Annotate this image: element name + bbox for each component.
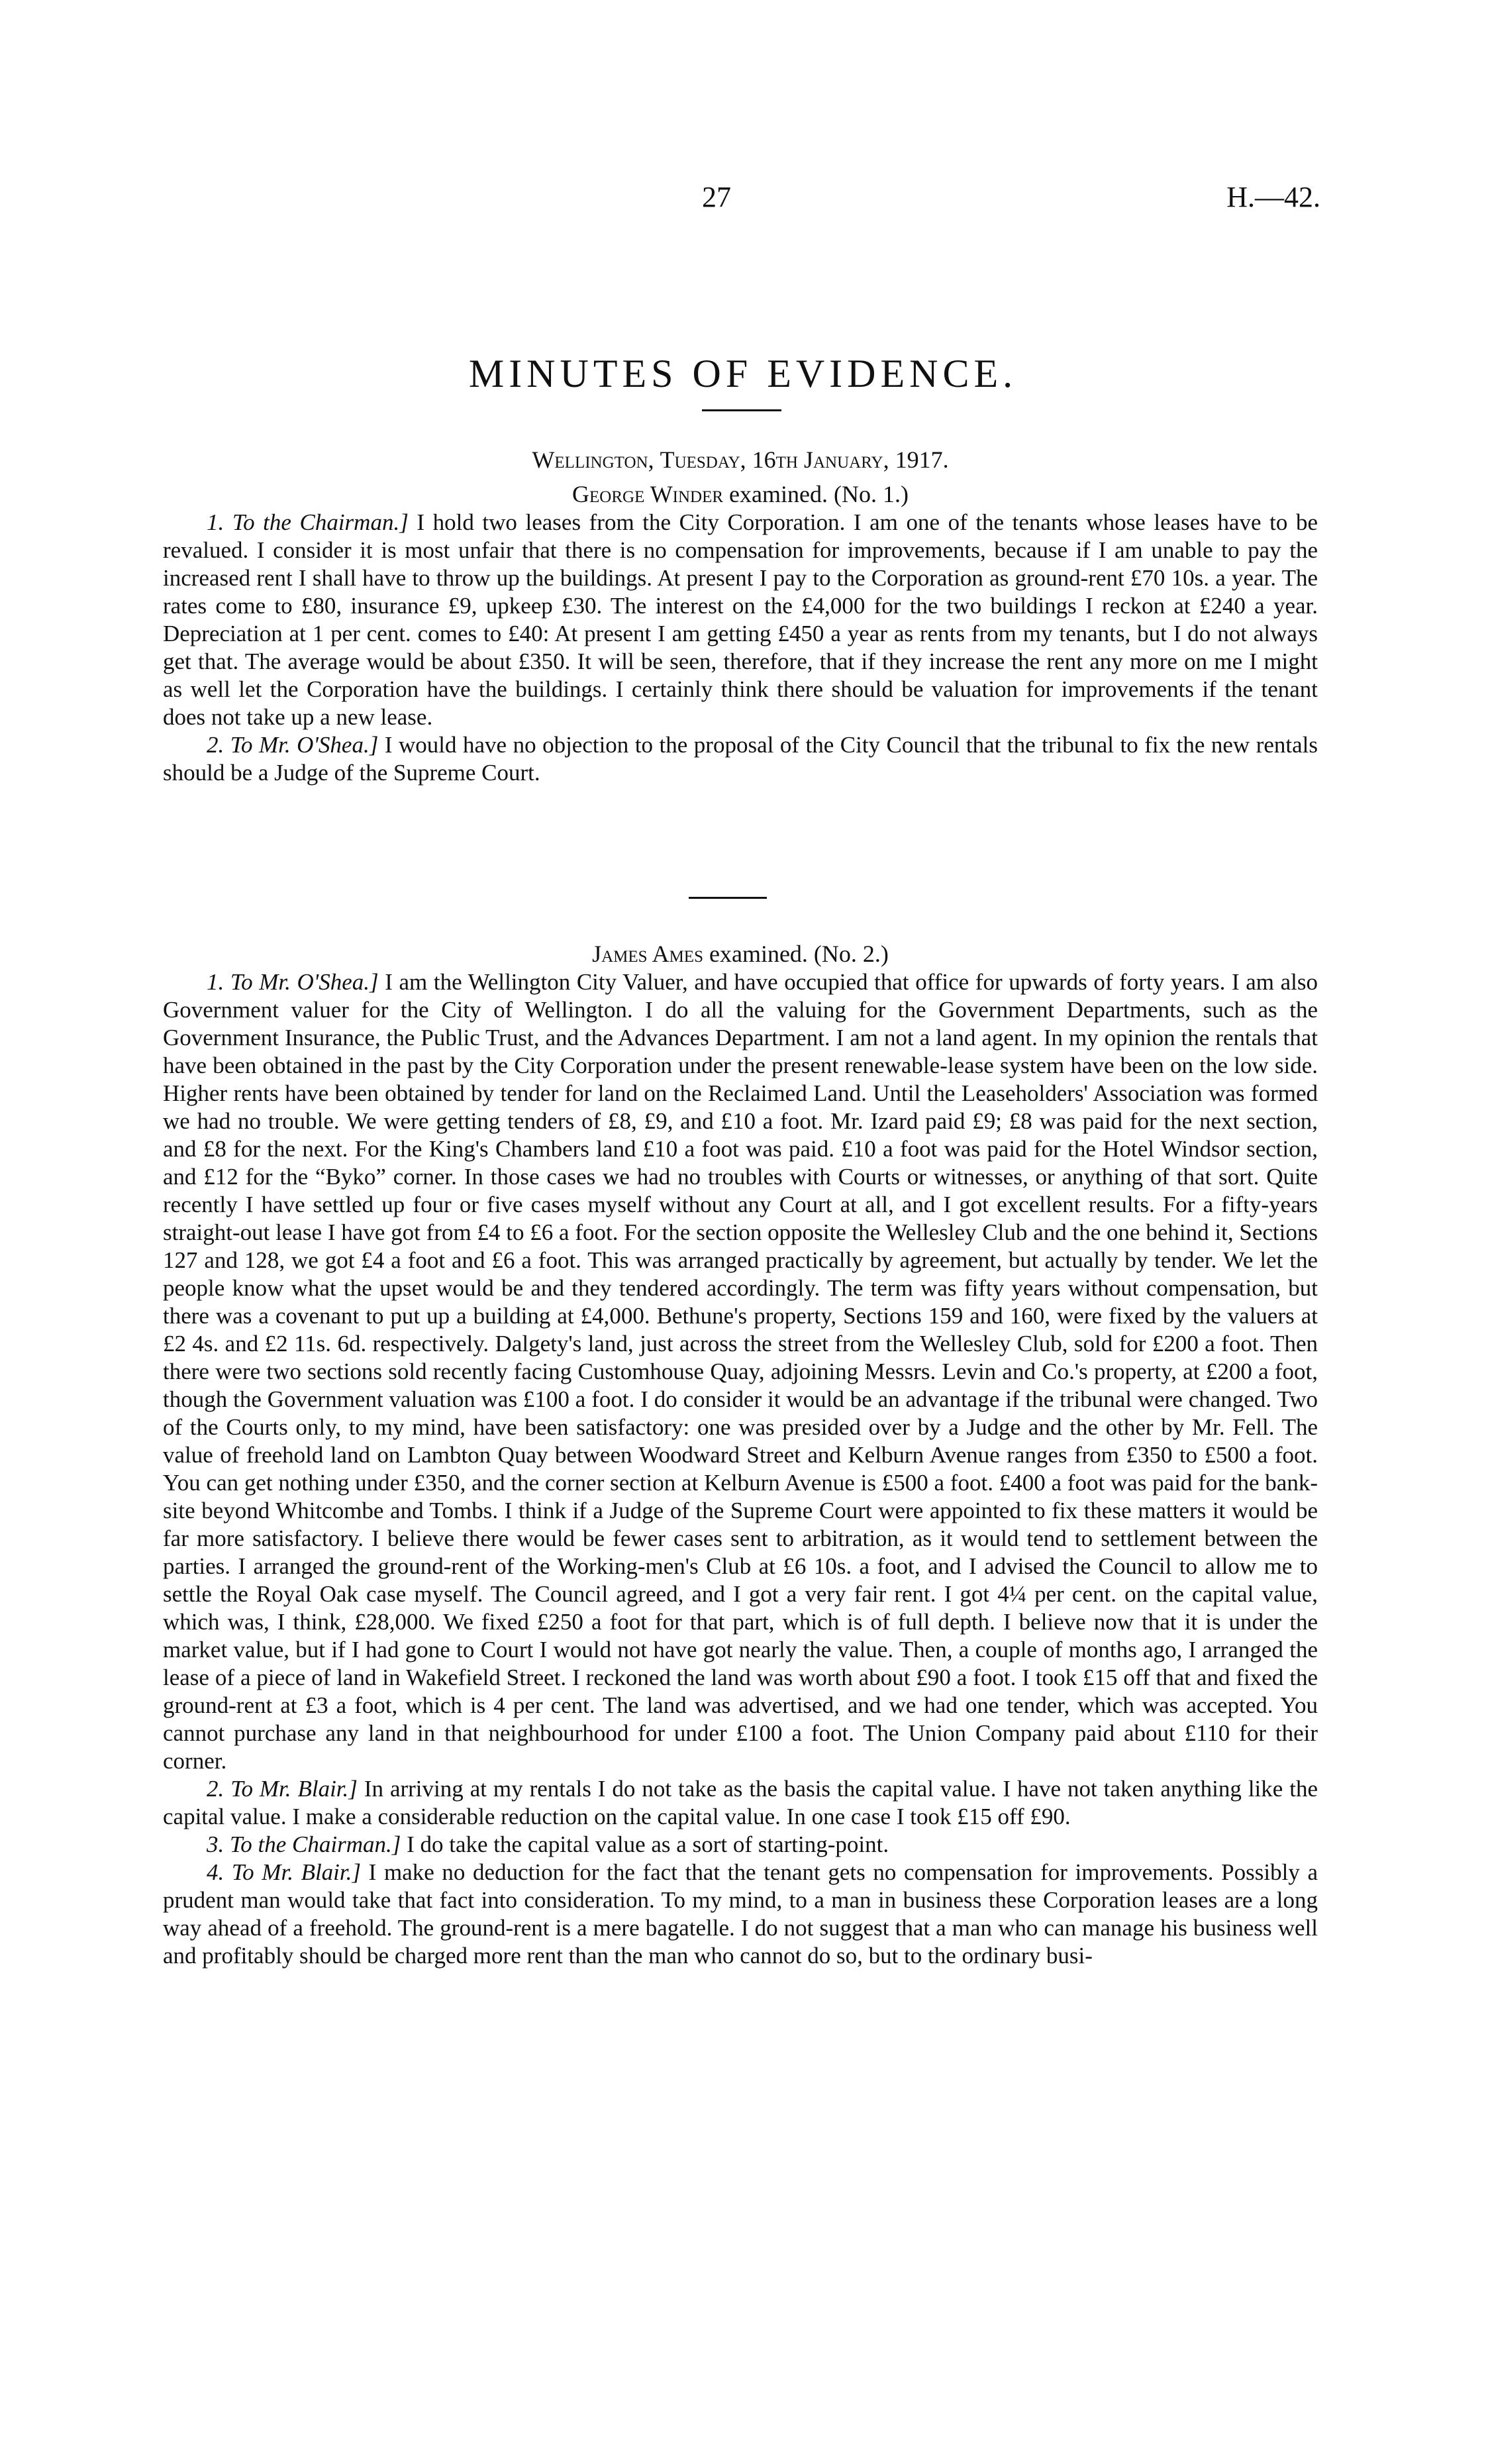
paragraph-text: I hold two leases from the City Corporation. I am one of the tenants whose leases have to be revalued. I consider it is most unfair that there is no compensation for improvements, because if I am unable to pay the increased rent I shall have to throw up the buildings. At present I pay to the Corporation as ground-rent £70 10s. a year. The rates come to £80, insurance £9, upkeep £30. The interest on the £4,000 for the two buildings I reckon at £240 a year. Depreciation at 1 per cent. comes to £40: At present I am getting £450 a year as rents from my tenants, but I do not always get that. The average would be about £350. It will be seen, therefore, that if they increase the rent any more on me I might as well let the Corporation have the buildings. I certainly think there should be valuation for improvements if the tenant does not take up a new lease. — [163, 509, 1318, 730]
paragraph-addressee: 1. To Mr. O'Shea.] — [207, 969, 379, 995]
session-date: Tuesday, 16th January, 1917. — [660, 446, 949, 473]
paragraph-addressee: 1. To the Chairman.] — [207, 509, 409, 535]
paragraph-text: I am the Wellington City Valuer, and have occupied that office for upwards of forty years. I am also Government valuer for the City of Wellington. I do all the valuing for the Government Departments, such as the Government Insurance, the Public Trust, and the Advances Department. I am not a land agent. In my opinion the rentals that have been obtained in the past by the City Corporation under the present renewable-lease system have been on the low side. Higher rents have been obtained by tender for land on the Reclaimed Land. Until the Leaseholders' Association was formed we had no trouble. We were getting tenders of £8, £9, and £10 a foot. Mr. Izard paid £9; £8 was paid for the next section, and £8 for the next. For the King's Chambers land £10 a foot was paid. £10 a foot was paid for the Hotel Windsor section, and £12 for the “Byko” corner. In those cases we had no troubles with Courts or witnesses, or anything of that sort. Quite recently I have settled up four or five cases myself without any Court at all, and I got excellent results. For a fifty-years straight-out lease I have got from £4 to £6 a foot. For the section opposite the Wellesley Club and the one behind it, Sections 127 and 128, we got £4 a foot and £6 a foot. This was arranged practically by agreement, but actually by tender. We let the people know what the upset would be and they tendered accordingly. The term was fifty years without compensation, but there was a covenant to put up a building at £4,000. Bethune's property, Sections 159 and 160, were fixed by the valuers at £2 4s. and £2 11s. 6d. respectively. Dalgety's land, just across the street from the Wellesley Club, sold for £200 a foot. Then there were two sections sold recently facing Customhouse Quay, adjoining Messrs. Levin and Co.'s property, at £200 a foot, though the Government valuation was £100 a foot. I do consider it would be an advantage if the tribunal were changed. Two of the Courts only, to my mind, have been satisfactory: one was presided over by a Judge and the other by Mr. Fell. The value of freehold land on Lambton Quay between Woodward Street and Kelburn Avenue ranges from £350 to £500 a foot. You can get nothing under £350, and the corner section at Kelburn Avenue is £500 a foot. £400 a foot was paid for the bank-site beyond Whitcombe and Tombs. I think if a Judge of the Supreme Court were appointed to fix these matters it would be far more satisfactory. I believe there would be fewer cases sent to arbitration, as it would tend to settlement between the parties. I arranged the ground-rent of the Working-men's Club at £6 10s. a foot, and I advised the Council to allow me to settle the Royal Oak case myself. The Council agreed, and I got a very fair rent. I got 4¼ per cent. on the capital value, which was, I think, £28,000. We fixed £250 a foot for that part, which is of full depth. I believe now that it is under the market value, but if I had gone to Court I would not have got nearly the value. Then, a couple of months ago, I arranged the lease of a piece of land in Wakefield Street. I reckoned the land was worth about £90 a foot. I took £15 off that and fixed the ground-rent at £3 a foot, which is 4 per cent. The land was advertised, and we had one tender, which was accepted. You cannot purchase any land in that neighbourhood for under £100 a foot. The Union Company paid about £110 for their corner. — [163, 969, 1318, 1774]
witness-1-heading-rest: examined. (No. 1.) — [729, 481, 909, 507]
section-witness-1 — [163, 445, 1318, 787]
witness-2-name: James Ames — [592, 941, 703, 967]
session-place: Wellington — [532, 446, 648, 473]
paragraph — [163, 1775, 1318, 1831]
paragraph-text: I do take the capital value as a sort of starting-point. — [401, 1831, 889, 1857]
document-title: MINUTES OF EVIDENCE. — [468, 352, 1018, 395]
paragraph-text: I would have no objection to the proposal of the City Council that the tribunal to fix the new rentals should be a Judge of the Supreme Court. — [163, 732, 1318, 786]
paragraph — [163, 731, 1318, 787]
witness-2-heading-rest: examined. (No. 2.) — [709, 941, 889, 967]
paragraph-text: I make no deduction for the fact that the tenant gets no compensation for improvements. Possibly a prudent man would take that fact into consideration. To my mind, to a man in business these Corporation leases are a long way ahead of a freehold. The ground-rent is a mere bagatelle. I do not suggest that a man who can manage his business well and profitably should be charged more rent than the man who cannot do so, but to the ordinary busi- — [163, 1859, 1318, 1969]
paragraph-addressee: 3. To the Chairman.] — [207, 1831, 401, 1857]
witness-1-heading — [163, 480, 1318, 509]
paragraph — [163, 1831, 1318, 1859]
section-witness-2 — [163, 939, 1318, 1970]
witness-1-name: George Winder — [572, 481, 724, 507]
paragraph — [163, 509, 1318, 731]
paragraph-addressee: 4. To Mr. Blair.] — [207, 1859, 362, 1885]
document-reference: H.—42. — [1226, 181, 1320, 213]
paragraph — [163, 968, 1318, 1775]
paragraph-addressee: 2. To Mr. Blair.] — [207, 1776, 358, 1802]
section-divider — [689, 897, 767, 899]
title-rule — [702, 409, 781, 411]
paragraph-addressee: 2. To Mr. O'Shea.] — [207, 732, 379, 758]
session-caption: Wellington, Tuesday, 16th January, 1917. — [532, 446, 949, 473]
page-number: 27 — [702, 181, 731, 213]
paragraph-text: In arriving at my rentals I do not take as the basis the capital value. I have not taken anything like the capital value. I make a considerable reduction on the capital value. In one case I took £15 off £90. — [163, 1776, 1318, 1829]
witness-2-heading — [163, 939, 1318, 968]
paragraph — [163, 1859, 1318, 1970]
